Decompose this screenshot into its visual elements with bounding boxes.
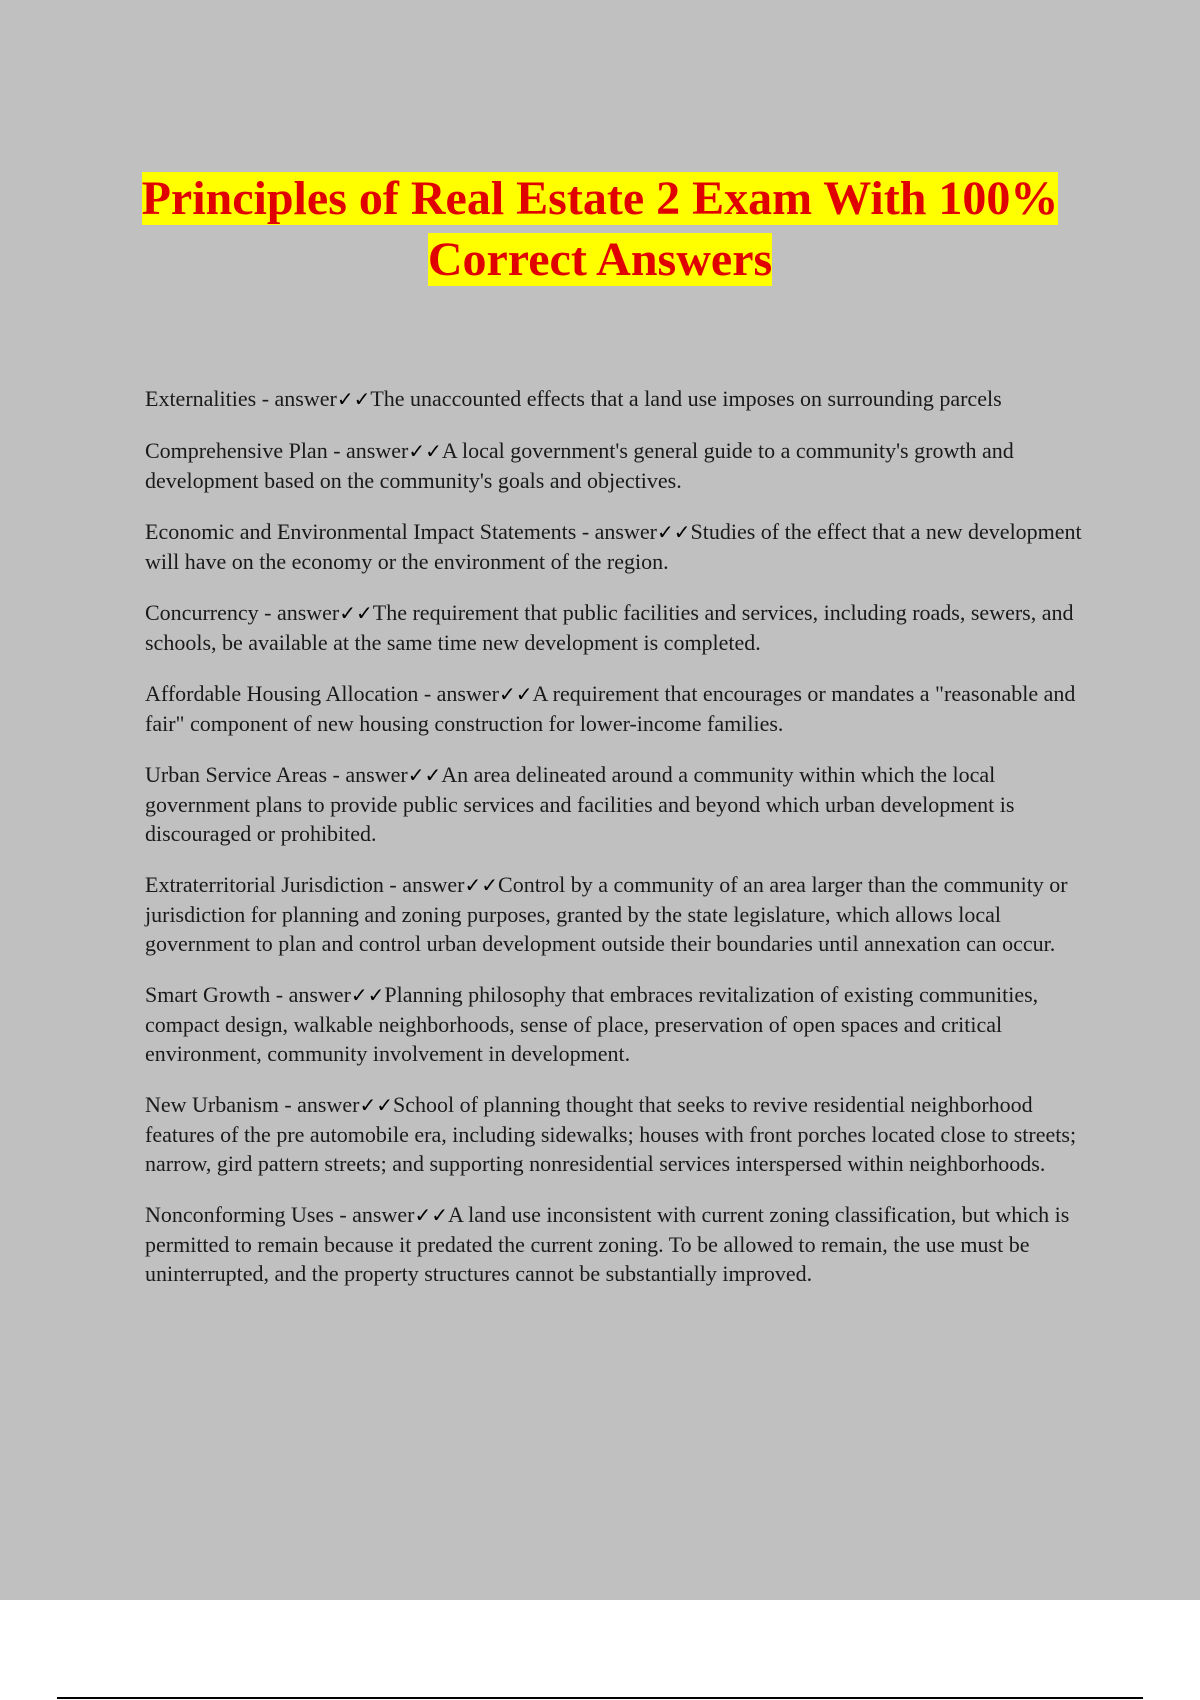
qa-item [145,870,1095,958]
qa-answer: School of planning thought that seeks to revive residential neighborhood features of the pre automobile era, including sidewalks; houses with front porches located close to streets; narrow, gird pattern streets; and supporting nonresidential services interspersed within neighborhoods. [145,1092,1077,1176]
qa-term: Comprehensive Plan [145,438,328,463]
qa-answer: Control by a community of an area larger than the community or jurisdiction for planning and zoning purposes, granted by the state legislature, which allows local government to plan and control urban development outside their boundaries until annexation can occur. [145,872,1068,956]
qa-answer: Planning philosophy that embraces revitalization of existing communities, compact design, walkable neighborhoods, sense of place, preservation of open spaces and critical environment, community involvement in development. [145,982,1039,1066]
qa-item [145,1200,1095,1288]
qa-list [145,384,1095,1310]
qa-separator: - answer [418,681,499,706]
qa-answer: A land use inconsistent with current zoning classification, but which is permitted to remain because it predated the current zoning. To be allowed to remain, the use must be uninterrupted, and the property structures cannot be substantially improved. [145,1202,1070,1286]
qa-separator: - answer [256,386,337,411]
qa-separator: - answer [258,600,340,625]
qa-term: Urban Service Areas [145,762,328,787]
qa-separator: - answer [278,1092,360,1117]
qa-item [145,384,1095,414]
qa-answer: Studies of the effect that a new development will have on the economy or the environment of the region. [145,519,1082,574]
qa-term: Concurrency [145,600,259,625]
double-check-icon: ✓✓ [407,763,442,787]
qa-term: Economic and Environmental Impact Statements [145,519,577,544]
qa-item [145,760,1095,848]
double-check-icon: ✓✓ [359,1093,393,1117]
qa-separator: - answer [333,1202,415,1227]
qa-separator: - answer [270,982,351,1007]
qa-separator: - answer [576,519,657,544]
double-check-icon: ✓✓ [656,520,691,544]
title-line-1: Principles of Real Estate 2 Exam With 100% [141,172,1059,225]
qa-answer: A local government's general guide to a community's growth and development based on the community's goals and objectives. [145,438,1014,493]
double-check-icon: ✓✓ [339,601,373,625]
qa-answer: A requirement that encourages or mandates a "reasonable and fair" component of new housing construction for lower-income families. [145,681,1076,736]
title-line-2: Correct Answers [427,233,773,286]
qa-answer: The requirement that public facilities and services, including roads, sewers, and schools, be available at the same time new development is completed. [145,600,1074,655]
qa-separator: - answer [327,438,409,463]
document-title [60,168,1140,290]
qa-term: Affordable Housing Allocation [145,681,419,706]
qa-separator: - answer [383,872,465,897]
qa-item [145,517,1095,576]
double-check-icon: ✓✓ [464,873,499,897]
qa-term: Extraterritorial Jurisdiction [145,872,384,897]
qa-item [145,598,1095,657]
double-check-icon: ✓✓ [350,983,385,1007]
qa-item [145,436,1095,495]
qa-answer: The unaccounted effects that a land use imposes on surrounding parcels [370,386,1002,411]
qa-term: Externalities [145,386,257,411]
footer-divider [57,1697,1143,1699]
qa-separator: - answer [327,762,408,787]
qa-item [145,679,1095,738]
double-check-icon: ✓✓ [414,1203,448,1227]
qa-term: New Urbanism [145,1092,279,1117]
double-check-icon: ✓✓ [336,387,371,411]
qa-answer: An area delineated around a community within which the local government plans to provide public services and facilities and beyond which urban development is discouraged or prohibited. [145,762,1015,846]
qa-term: Nonconforming Uses [145,1202,334,1227]
qa-item [145,980,1095,1068]
qa-term: Smart Growth [145,982,271,1007]
double-check-icon: ✓✓ [408,439,442,463]
double-check-icon: ✓✓ [498,682,533,706]
qa-item [145,1090,1095,1178]
